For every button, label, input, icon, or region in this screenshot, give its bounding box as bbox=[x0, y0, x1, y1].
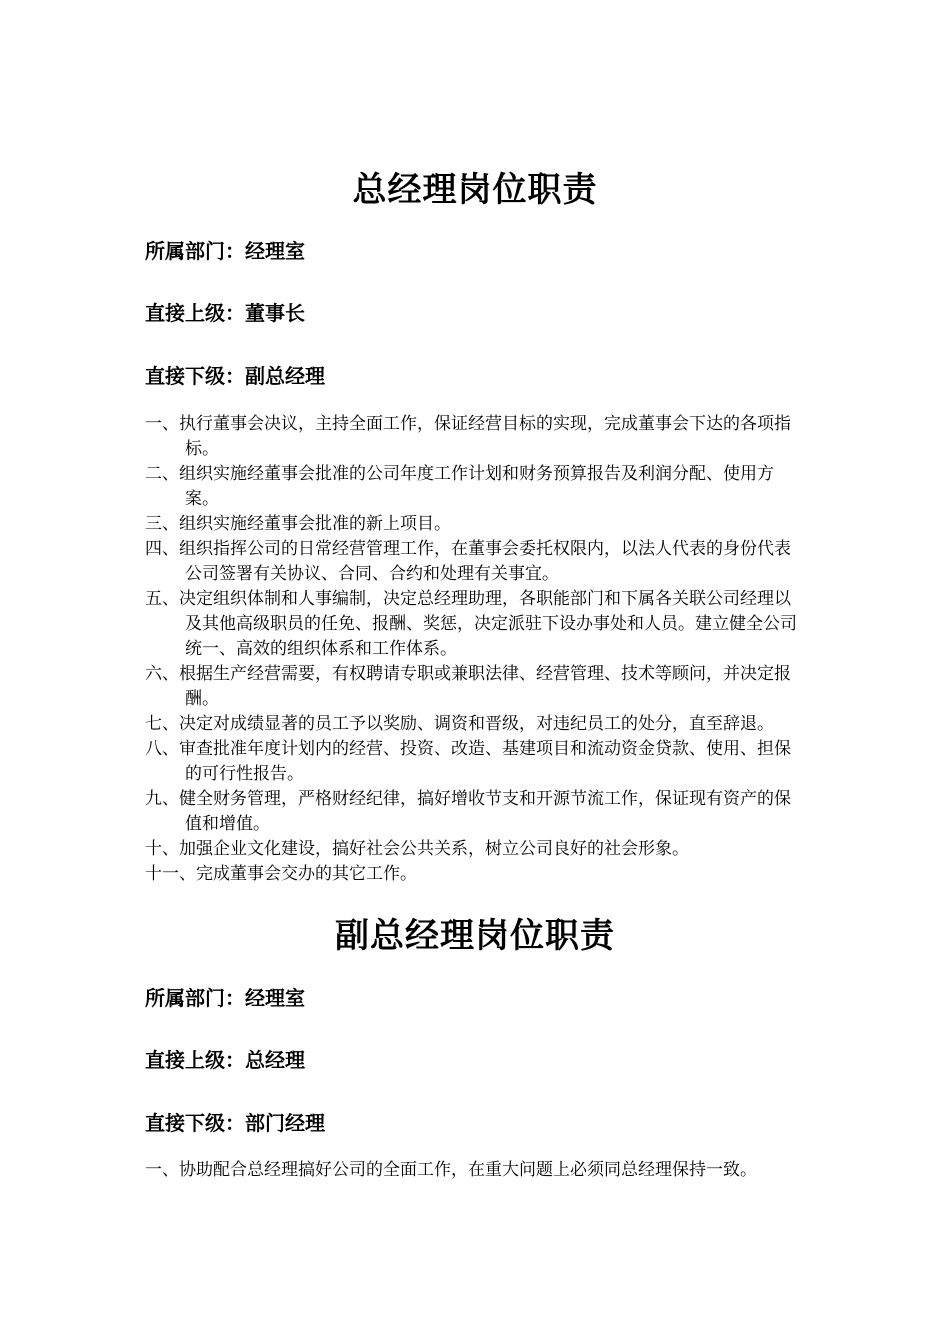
duty-item: 七、决定对成绩显著的员工予以奖励、调资和晋级，对违纪员工的处分，直至辞退。 bbox=[145, 714, 774, 734]
duty-item: 一、执行董事会决议，主持全面工作，保证经营目标的实现，完成董事会下达的各项指标。 bbox=[145, 414, 791, 459]
duty-item: 九、健全财务管理，严格财经纪律，搞好增收节支和开源节流工作，保证现有资产的保值和增值。 bbox=[145, 789, 791, 834]
department-field: 所属部门：经理室 bbox=[145, 986, 305, 1010]
subordinate-field: 直接下级：部门经理 bbox=[145, 1111, 325, 1135]
superior-field: 直接上级：总经理 bbox=[145, 1048, 305, 1072]
superior-field: 直接上级：董事长 bbox=[145, 301, 305, 325]
duty-item: 四、组织指挥公司的日常经营管理工作，在董事会委托权限内，以法人代表的身份代表公司签署有关协议、合同、合约和处理有关事宜。 bbox=[145, 539, 791, 584]
section-title: 副总经理岗位职责 bbox=[335, 916, 615, 956]
duty-item: 六、根据生产经营需要，有权聘请专职或兼职法律、经营管理、技术等顾问，并决定报酬。 bbox=[145, 664, 791, 709]
duty-item: 五、决定组织体制和人事编制，决定总经理助理，各职能部门和下属各关联公司经理以及其他高级职员的任免、报酬、奖惩，决定派驻下设办事处和人员。建立健全公司统一、高效的组织体系和工作体系。 bbox=[145, 589, 797, 659]
page-title: 总经理岗位职责 bbox=[352, 170, 598, 210]
duty-list bbox=[145, 412, 805, 887]
duty-item: 十一、完成董事会交办的其它工作。 bbox=[145, 864, 417, 884]
duty-item: 三、组织实施经董事会批准的新上项目。 bbox=[145, 514, 451, 534]
subordinate-field: 直接下级：副总经理 bbox=[145, 364, 325, 388]
duty-item: 二、组织实施经董事会批准的公司年度工作计划和财务预算报告及利润分配、使用方案。 bbox=[145, 464, 774, 509]
department-field: 所属部门：经理室 bbox=[145, 239, 305, 263]
duty-item: 十、加强企业文化建设，搞好社会公共关系，树立公司良好的社会形象。 bbox=[145, 839, 689, 859]
duty-item: 八、审查批准年度计划内的经营、投资、改造、基建项目和流动资金贷款、使用、担保的可行性报告。 bbox=[145, 739, 791, 784]
duty-paragraph: 一、协助配合总经理搞好公司的全面工作，在重大问题上必须同总经理保持一致。 bbox=[145, 1160, 757, 1180]
